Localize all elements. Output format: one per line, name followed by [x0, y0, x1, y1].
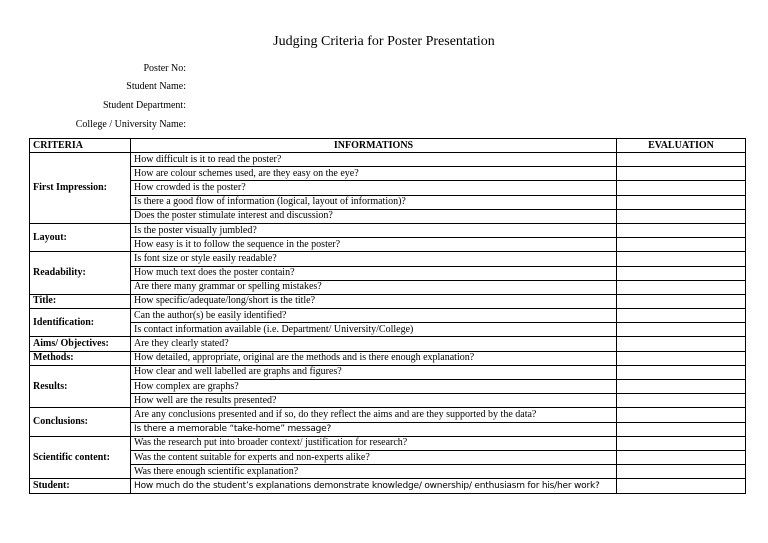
- table-row: [30, 280, 746, 294]
- question-cell: How are colour schemes used, are they easy on the eye?: [131, 167, 617, 181]
- question-cell: Are they clearly stated?: [131, 337, 617, 351]
- judging-criteria-table: [29, 138, 746, 494]
- table-row: [30, 238, 746, 252]
- evaluation-cell[interactable]: [617, 266, 746, 280]
- table-row: [30, 351, 746, 365]
- table-header-row: [30, 139, 746, 153]
- question-cell: How clear and well labelled are graphs and figures?: [131, 365, 617, 379]
- criteria-identification: Identification:: [30, 309, 131, 337]
- evaluation-cell[interactable]: [617, 252, 746, 266]
- table-row: [30, 309, 746, 323]
- evaluation-cell[interactable]: [617, 465, 746, 479]
- question-cell: Are any conclusions presented and if so, do they reflect the aims and are they supported by the data?: [131, 408, 617, 422]
- criteria-aims-objectives: Aims/ Objectives:: [30, 337, 131, 351]
- question-cell: Was the research put into broader context/ justification for research?: [131, 436, 617, 450]
- evaluation-cell[interactable]: [617, 209, 746, 223]
- document-title: Judging Criteria for Poster Presentation: [273, 34, 495, 49]
- header-informations: INFORMATIONS: [131, 139, 617, 153]
- criteria-scientific-content: Scientific content:: [30, 436, 131, 479]
- evaluation-cell[interactable]: [617, 323, 746, 337]
- evaluation-cell[interactable]: [617, 223, 746, 237]
- question-cell: Is contact information available (i.e. Department/ University/College): [131, 323, 617, 337]
- table-row: [30, 294, 746, 308]
- evaluation-cell[interactable]: [617, 337, 746, 351]
- question-cell: Was there enough scientific explanation?: [131, 465, 617, 479]
- table-row: [30, 181, 746, 195]
- evaluation-cell[interactable]: [617, 436, 746, 450]
- table-row: [30, 323, 746, 337]
- evaluation-cell[interactable]: [617, 479, 746, 493]
- question-cell: How complex are graphs?: [131, 380, 617, 394]
- table-row: [30, 394, 746, 408]
- table-row: [30, 337, 746, 351]
- evaluation-cell[interactable]: [617, 294, 746, 308]
- question-cell: Can the author(s) be easily identified?: [131, 309, 617, 323]
- evaluation-cell[interactable]: [617, 153, 746, 167]
- evaluation-cell[interactable]: [617, 365, 746, 379]
- evaluation-cell[interactable]: [617, 238, 746, 252]
- header-evaluation: EVALUATION: [617, 139, 746, 153]
- table-row: [30, 195, 746, 209]
- question-cell: How difficult is it to read the poster?: [131, 153, 617, 167]
- table-row: [30, 479, 746, 493]
- evaluation-cell[interactable]: [617, 380, 746, 394]
- question-cell: How crowded is the poster?: [131, 181, 617, 195]
- criteria-methods: Methods:: [30, 351, 131, 365]
- criteria-readability: Readability:: [30, 252, 131, 295]
- question-cell: How easy is it to follow the sequence in the poster?: [131, 238, 617, 252]
- criteria-results: Results:: [30, 365, 131, 408]
- question-cell: How much do the student’s explanations demonstrate knowledge/ ownership/ enthusiasm for his/her work?: [131, 479, 617, 493]
- criteria-title: Title:: [30, 294, 131, 308]
- table-row: [30, 450, 746, 464]
- question-cell: Was the content suitable for experts and non-experts alike?: [131, 450, 617, 464]
- table-row: [30, 223, 746, 237]
- question-cell: Is there a memorable “take-home” message?: [131, 422, 617, 436]
- question-cell: Are there many grammar or spelling mistakes?: [131, 280, 617, 294]
- question-cell: How much text does the poster contain?: [131, 266, 617, 280]
- evaluation-cell[interactable]: [617, 394, 746, 408]
- criteria-first-impression: First Impression:: [30, 153, 131, 224]
- table-row: [30, 465, 746, 479]
- table-row: [30, 436, 746, 450]
- question-cell: How detailed, appropriate, original are the methods and is there enough explanation?: [131, 351, 617, 365]
- evaluation-cell[interactable]: [617, 280, 746, 294]
- evaluation-cell[interactable]: [617, 422, 746, 436]
- evaluation-cell[interactable]: [617, 450, 746, 464]
- evaluation-cell[interactable]: [617, 309, 746, 323]
- evaluation-cell[interactable]: [617, 351, 746, 365]
- header-criteria: CRITERIA: [30, 139, 131, 153]
- criteria-layout: Layout:: [30, 223, 131, 251]
- question-cell: How specific/adequate/long/short is the title?: [131, 294, 617, 308]
- evaluation-cell[interactable]: [617, 167, 746, 181]
- table-row: [30, 365, 746, 379]
- question-cell: How well are the results presented?: [131, 394, 617, 408]
- criteria-student: Student:: [30, 479, 131, 493]
- question-cell: Is there a good flow of information (logical, layout of information)?: [131, 195, 617, 209]
- table-row: [30, 167, 746, 181]
- table-row: [30, 153, 746, 167]
- question-cell: Is the poster visually jumbled?: [131, 223, 617, 237]
- question-cell: Is font size or style easily readable?: [131, 252, 617, 266]
- table-row: [30, 422, 746, 436]
- table-row: [30, 380, 746, 394]
- student-department-label: Student Department:: [102, 100, 186, 111]
- table-row: [30, 252, 746, 266]
- table-row: [30, 209, 746, 223]
- criteria-conclusions: Conclusions:: [30, 408, 131, 436]
- college-university-label: College / University Name:: [75, 119, 186, 130]
- evaluation-cell[interactable]: [617, 181, 746, 195]
- question-cell: Does the poster stimulate interest and discussion?: [131, 209, 617, 223]
- evaluation-cell[interactable]: [617, 408, 746, 422]
- student-name-label: Student Name:: [126, 81, 186, 92]
- table-row: [30, 408, 746, 422]
- poster-no-label: Poster No:: [143, 63, 186, 74]
- table-row: [30, 266, 746, 280]
- evaluation-cell[interactable]: [617, 195, 746, 209]
